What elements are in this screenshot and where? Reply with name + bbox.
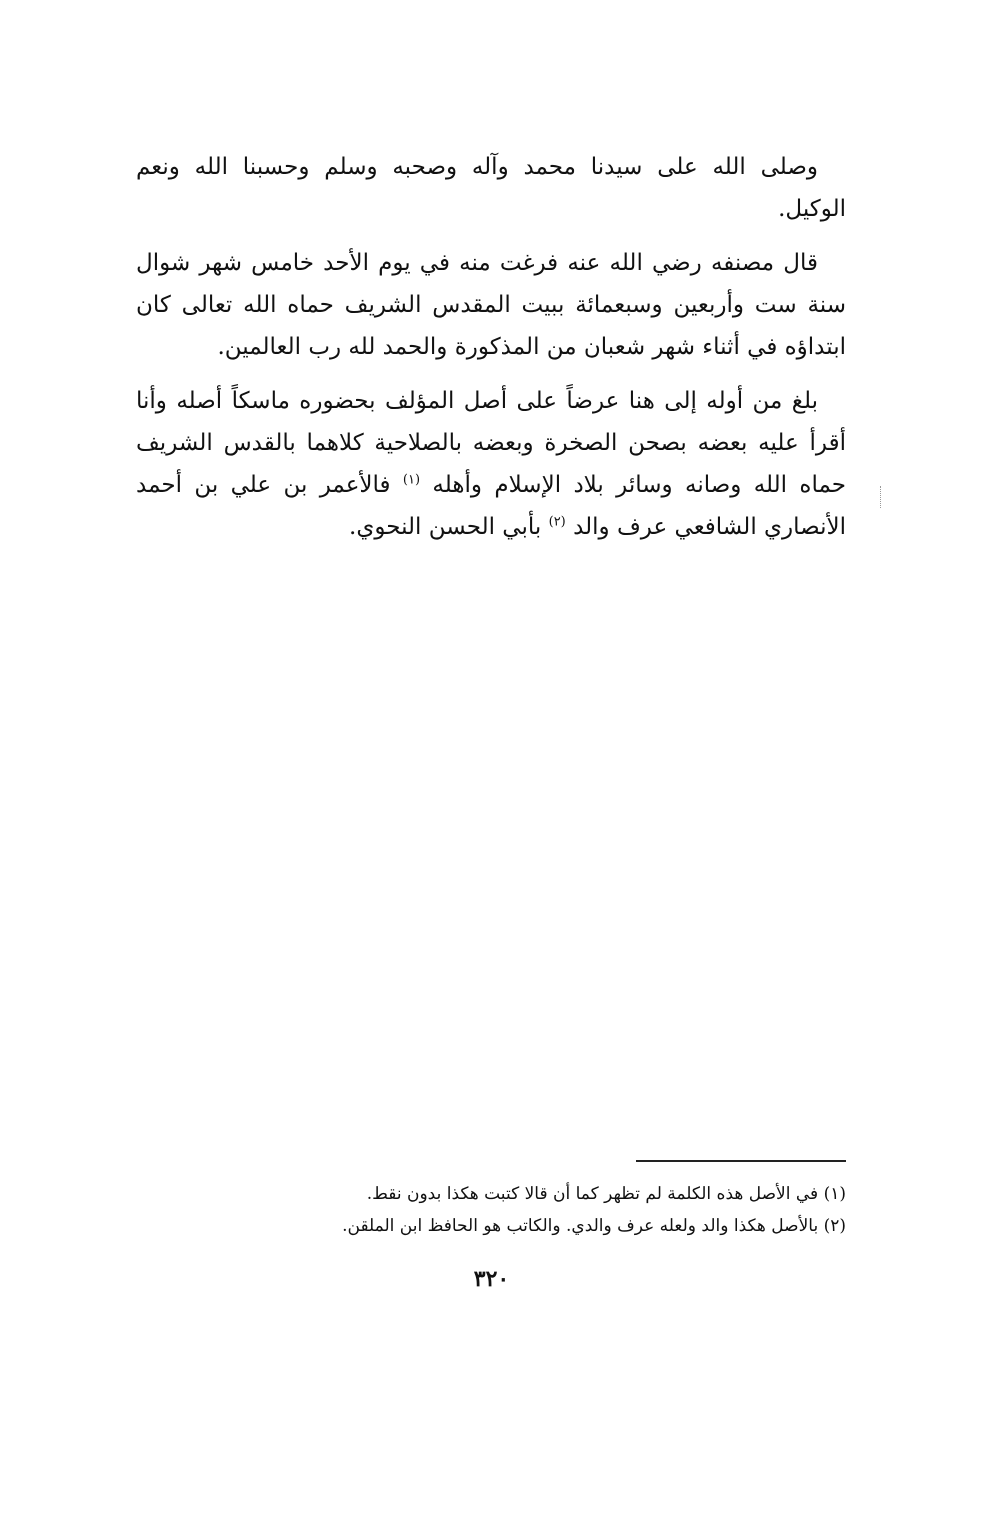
footnote-1: (١) في الأصل هذه الكلمة لم تظهر كما أن قالا كتبت هكذا بدون نقط. <box>366 1184 846 1204</box>
footnotes <box>136 1178 846 1242</box>
footnote-ref-2: (٢) <box>548 514 566 530</box>
completion-colophon-paragraph: قال مصنفه رضي الله عنه فرغت منه في يوم الأحد خامس شهر شوال سنة ست وأربعين وسبعمائة ببيت المقدس الشريف حماه الله تعالى كان ابتداؤه في أثناء شهر شعبان من المذكورة والحمد لله رب العالمين. <box>136 250 846 360</box>
closing-paragraph: وصلى الله على سيدنا محمد وآله وصحبه وسلم وحسبنا الله ونعم الوكيل. <box>136 154 846 222</box>
footnote-2: (٢) بالأصل هكذا والد ولعله عرف والدي. والكاتب هو الحافظ ابن الملقن. <box>342 1216 846 1236</box>
audition-note-text-part1: بلغ من أوله إلى هنا عرضاً على أصل المؤلف بحضوره ماسكاً أصله وأنا أقرأ عليه بعضه بصحن الصخرة وبعضه بالصلاحية كلاهما بالقدس الشريف حماه الله وصانه وسائر بلاد الإسلام وأهله <box>136 388 847 498</box>
footnote-divider <box>636 1160 846 1162</box>
audition-note-text-part3: بأبي الحسن النحوي. <box>349 514 542 540</box>
page-number: ٣٢٠ <box>473 1266 510 1292</box>
audition-note-paragraph <box>136 380 846 548</box>
footnote-ref-1: (١) <box>402 472 421 488</box>
main-text-body <box>136 146 846 560</box>
audition-note-text-part2: فالأعمر بن علي بن أحمد الأنصاري الشافعي عرف والد <box>136 472 846 540</box>
margin-mark <box>880 486 886 508</box>
